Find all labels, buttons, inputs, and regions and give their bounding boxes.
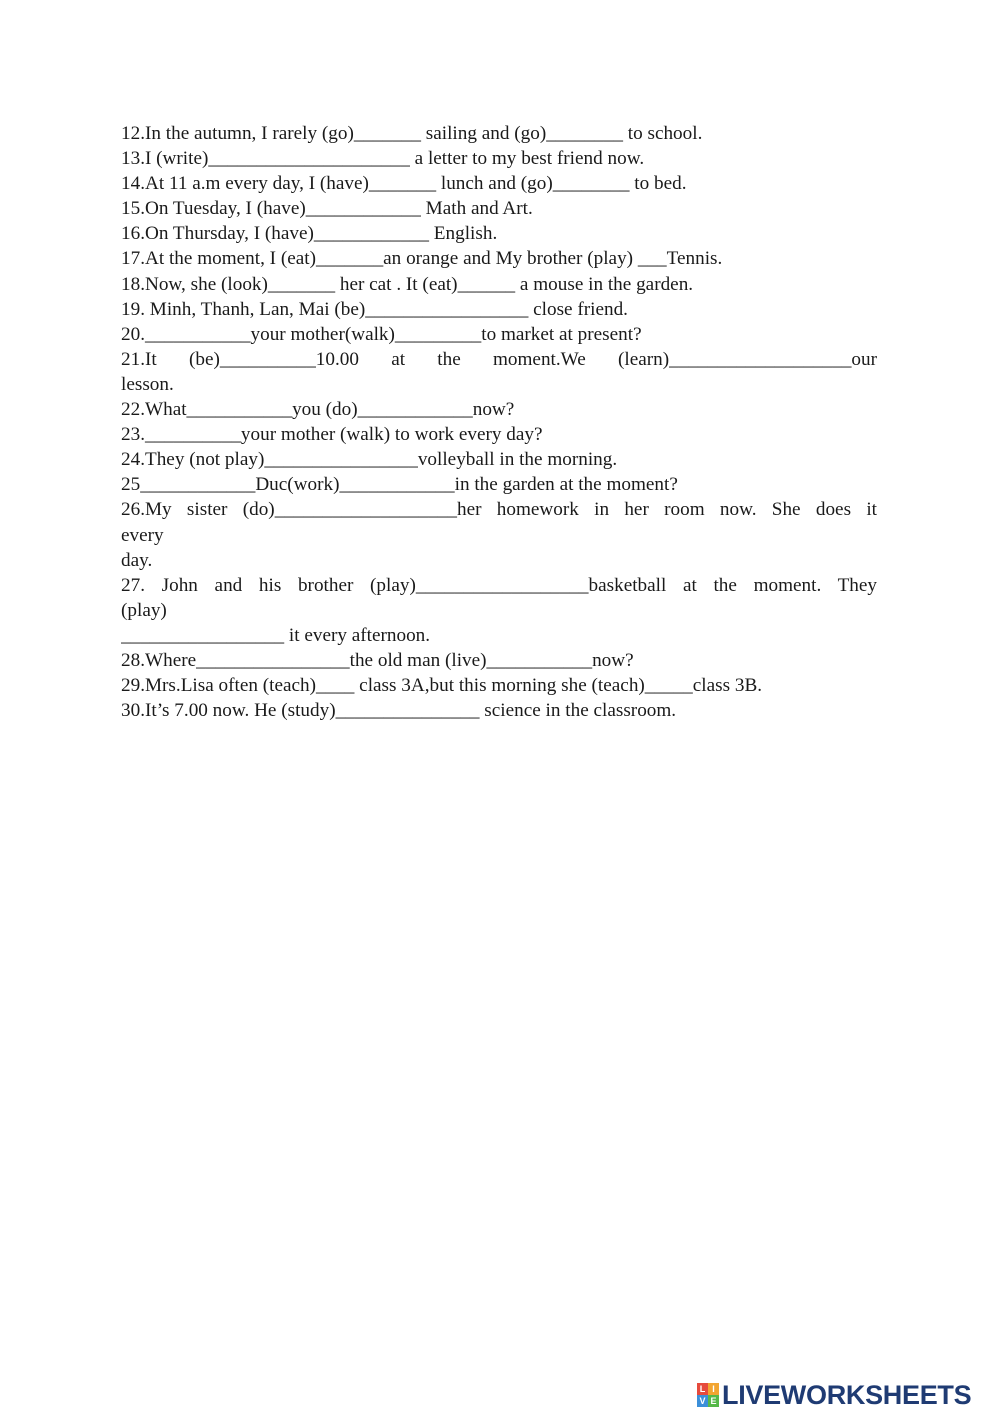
exercise-line-21-continued: lesson. [121, 373, 174, 395]
exercise-line-13: 13.I (write)_____________________ a letter to my best friend now. [121, 148, 645, 170]
exercise-line-29: 29.Mrs.Lisa often (teach)____ class 3A,but this morning she (teach)_____class 3B. [121, 675, 763, 697]
exercise-line-27: 27. John and his brother (play)__________________basketball at the moment. They [121, 574, 877, 596]
exercise-line-28: 28.Where________________the old man (live)___________now? [121, 649, 634, 671]
logo-block-e: E [708, 1395, 719, 1407]
exercise-line-21: 21.It (be)__________10.00 at the moment.We (learn)___________________our [121, 348, 877, 370]
exercise-line-15: 15.On Tuesday, I (have)____________ Math and Art. [121, 198, 533, 220]
liveworksheets-brand-text: LIVEWORKSHEETS [722, 1380, 972, 1410]
liveworksheets-footer [697, 1378, 971, 1412]
exercise-line-23: 23.__________your mother (walk) to work every day? [121, 424, 543, 446]
logo-block-i: I [708, 1383, 719, 1395]
exercise-line-17: 17.At the moment, I (eat)_______an orange and My brother (play) ___Tennis. [121, 248, 723, 270]
exercise-line-30: 30.It’s 7.00 now. He (study)_______________ science in the classroom. [121, 700, 677, 722]
liveworksheets-logo-icon [697, 1383, 719, 1407]
exercise-line-25: 25____________Duc(work)____________in the garden at the moment? [121, 474, 678, 496]
exercise-line-20: 20.___________your mother(walk)_________to market at present? [121, 323, 642, 345]
logo-block-v: V [697, 1395, 708, 1407]
exercise-line-12: 12.In the autumn, I rarely (go)_______ sailing and (go)________ to school. [121, 123, 703, 144]
exercise-line-22: 22.What___________you (do)____________now? [121, 399, 515, 421]
exercise-line-16: 16.On Thursday, I (have)____________ English. [121, 223, 498, 245]
exercise-line-27-continued: (play) [121, 599, 167, 621]
exercise-line-24: 24.They (not play)________________volleyball in the morning. [121, 449, 618, 471]
exercise-line-26-continued: every [121, 524, 164, 546]
exercise-line-26: 26.My sister (do)___________________her homework in her room now. She does it [121, 499, 877, 521]
exercise-line-18: 18.Now, she (look)_______ her cat . It (eat)______ a mouse in the garden. [121, 273, 694, 295]
exercise-line-19: 19. Minh, Thanh, Lan, Mai (be)_________________ close friend. [121, 298, 628, 320]
exercise-line-14: 14.At 11 a.m every day, I (have)_______ lunch and (go)________ to bed. [121, 173, 687, 195]
worksheet-exercise-list [121, 121, 877, 723]
exercise-line-27-continued-2: _________________ it every afternoon. [121, 624, 431, 646]
exercise-line-26-continued-2: day. [121, 549, 153, 571]
logo-block-l: L [697, 1383, 708, 1395]
